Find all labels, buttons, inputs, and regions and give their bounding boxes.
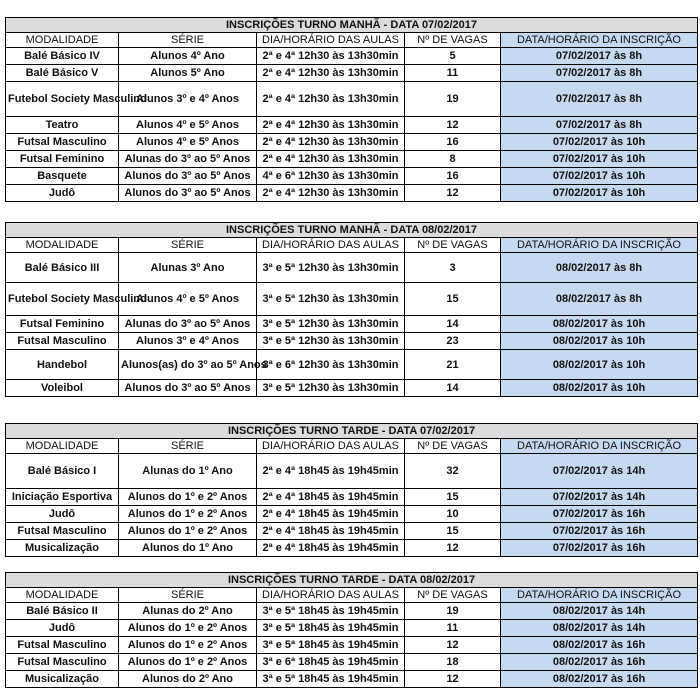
cell-inscricao: 07/02/2017 às 8h bbox=[501, 82, 698, 117]
cell-modalidade: Basquete bbox=[6, 168, 119, 185]
cell-dia-horario: 2ª e 4ª 12h30 às 13h30min bbox=[257, 48, 405, 65]
cell-vagas: 15 bbox=[405, 489, 501, 506]
cell-vagas: 14 bbox=[405, 380, 501, 397]
cell-inscricao: 07/02/2017 às 14h bbox=[501, 489, 698, 506]
table-row bbox=[6, 316, 698, 333]
cell-inscricao: 07/02/2017 às 16h bbox=[501, 540, 698, 557]
cell-dia-horario: 3ª e 6ª 12h30 às 13h30min bbox=[257, 350, 405, 380]
table-row bbox=[6, 637, 698, 654]
cell-dia-horario: 2ª e 4ª 12h30 às 13h30min bbox=[257, 82, 405, 117]
schedule-table bbox=[5, 572, 698, 688]
column-header-modalidade: MODALIDADE bbox=[6, 33, 119, 48]
cell-inscricao: 07/02/2017 às 10h bbox=[501, 134, 698, 151]
schedule-table bbox=[5, 222, 698, 397]
cell-modalidade: Balé Básico I bbox=[6, 454, 119, 489]
cell-vagas: 12 bbox=[405, 637, 501, 654]
table-title: INSCRIÇÕES TURNO TARDE - DATA 08/02/2017 bbox=[6, 573, 698, 588]
cell-inscricao: 08/02/2017 às 8h bbox=[501, 283, 698, 316]
cell-vagas: 32 bbox=[405, 454, 501, 489]
cell-vagas: 16 bbox=[405, 168, 501, 185]
cell-modalidade: Balé Básico II bbox=[6, 603, 119, 620]
cell-inscricao: 07/02/2017 às 8h bbox=[501, 117, 698, 134]
cell-serie: Alunos do 1º Ano bbox=[119, 540, 257, 557]
cell-vagas: 19 bbox=[405, 82, 501, 117]
cell-dia-horario: 2ª e 4ª 12h30 às 13h30min bbox=[257, 117, 405, 134]
cell-serie: Alunas do 3º ao 5º Anos bbox=[119, 316, 257, 333]
cell-inscricao: 08/02/2017 às 14h bbox=[501, 603, 698, 620]
cell-dia-horario: 2ª e 4ª 18h45 às 19h45min bbox=[257, 489, 405, 506]
cell-inscricao: 08/02/2017 às 8h bbox=[501, 253, 698, 283]
column-header-serie: SÉRIE bbox=[119, 238, 257, 253]
table-title: INSCRIÇÕES TURNO MANHÃ - DATA 08/02/2017 bbox=[6, 223, 698, 238]
cell-dia-horario: 2ª e 4ª 12h30 às 13h30min bbox=[257, 151, 405, 168]
cell-dia-horario: 2ª e 4ª 18h45 às 19h45min bbox=[257, 540, 405, 557]
cell-inscricao: 07/02/2017 às 16h bbox=[501, 523, 698, 540]
cell-dia-horario: 3ª e 5ª 12h30 às 13h30min bbox=[257, 283, 405, 316]
cell-modalidade: Teatro bbox=[6, 117, 119, 134]
table-title: INSCRIÇÕES TURNO MANHÃ - DATA 07/02/2017 bbox=[6, 18, 698, 33]
table-row bbox=[6, 620, 698, 637]
cell-inscricao: 07/02/2017 às 10h bbox=[501, 151, 698, 168]
cell-modalidade: Balé Básico V bbox=[6, 65, 119, 82]
column-header-inscricao: DATA/HORÁRIO DA INSCRIÇÃO bbox=[501, 33, 698, 48]
cell-vagas: 21 bbox=[405, 350, 501, 380]
cell-vagas: 10 bbox=[405, 506, 501, 523]
cell-dia-horario: 3ª e 5ª 18h45 às 19h45min bbox=[257, 671, 405, 688]
cell-dia-horario: 2ª e 4ª 18h45 às 19h45min bbox=[257, 454, 405, 489]
column-header-vagas: Nº DE VAGAS bbox=[405, 33, 501, 48]
cell-serie: Alunos do 1º e 2º Anos bbox=[119, 654, 257, 671]
cell-modalidade: Judô bbox=[6, 620, 119, 637]
cell-dia-horario: 3ª e 6ª 18h45 às 19h45min bbox=[257, 654, 405, 671]
cell-dia-horario: 3ª e 5ª 18h45 às 19h45min bbox=[257, 637, 405, 654]
column-header-dia-horario: DIA/HORÁRIO DAS AULAS bbox=[257, 33, 405, 48]
cell-inscricao: 07/02/2017 às 16h bbox=[501, 506, 698, 523]
cell-vagas: 11 bbox=[405, 65, 501, 82]
cell-vagas: 8 bbox=[405, 151, 501, 168]
cell-inscricao: 08/02/2017 às 16h bbox=[501, 671, 698, 688]
cell-dia-horario: 3ª e 5ª 12h30 às 13h30min bbox=[257, 333, 405, 350]
cell-modalidade: Futsal Masculino bbox=[6, 654, 119, 671]
table-row bbox=[6, 380, 698, 397]
cell-modalidade: Musicalização bbox=[6, 671, 119, 688]
cell-vagas: 11 bbox=[405, 620, 501, 637]
table-row bbox=[6, 654, 698, 671]
cell-serie: Alunos 5º Ano bbox=[119, 65, 257, 82]
cell-inscricao: 07/02/2017 às 14h bbox=[501, 454, 698, 489]
cell-dia-horario: 3ª e 5ª 12h30 às 13h30min bbox=[257, 316, 405, 333]
cell-serie: Alunos do 3º ao 5º Anos bbox=[119, 168, 257, 185]
table-row bbox=[6, 65, 698, 82]
table-row bbox=[6, 540, 698, 557]
cell-modalidade: Futebol Society Masculino bbox=[6, 283, 119, 316]
cell-serie: Alunos do 1º e 2º Anos bbox=[119, 506, 257, 523]
cell-serie: Alunas 3º Ano bbox=[119, 253, 257, 283]
cell-dia-horario: 2ª e 4ª 18h45 às 19h45min bbox=[257, 506, 405, 523]
column-header-vagas: Nº DE VAGAS bbox=[405, 588, 501, 603]
column-header-serie: SÉRIE bbox=[119, 33, 257, 48]
cell-inscricao: 07/02/2017 às 10h bbox=[501, 185, 698, 202]
cell-vagas: 3 bbox=[405, 253, 501, 283]
column-header-vagas: Nº DE VAGAS bbox=[405, 238, 501, 253]
cell-vagas: 12 bbox=[405, 117, 501, 134]
cell-inscricao: 08/02/2017 às 10h bbox=[501, 316, 698, 333]
cell-inscricao: 08/02/2017 às 10h bbox=[501, 380, 698, 397]
cell-serie: Alunos 4º e 5º Anos bbox=[119, 134, 257, 151]
table-row bbox=[6, 253, 698, 283]
table-row bbox=[6, 82, 698, 117]
cell-dia-horario: 3ª e 5ª 12h30 às 13h30min bbox=[257, 380, 405, 397]
cell-serie: Alunas do 1º Ano bbox=[119, 454, 257, 489]
cell-modalidade: Futsal Masculino bbox=[6, 523, 119, 540]
cell-modalidade: Voleibol bbox=[6, 380, 119, 397]
table-row bbox=[6, 671, 698, 688]
table-row bbox=[6, 523, 698, 540]
table-row bbox=[6, 185, 698, 202]
cell-vagas: 16 bbox=[405, 134, 501, 151]
cell-inscricao: 08/02/2017 às 14h bbox=[501, 620, 698, 637]
cell-dia-horario: 3ª e 5ª 12h30 às 13h30min bbox=[257, 253, 405, 283]
cell-dia-horario: 2ª e 4ª 12h30 às 13h30min bbox=[257, 134, 405, 151]
cell-vagas: 18 bbox=[405, 654, 501, 671]
table-row bbox=[6, 489, 698, 506]
cell-serie: Alunos do 3º ao 5º Anos bbox=[119, 380, 257, 397]
cell-serie: Alunos do 3º ao 5º Anos bbox=[119, 185, 257, 202]
table-row bbox=[6, 117, 698, 134]
cell-modalidade: Balé Básico III bbox=[6, 253, 119, 283]
cell-modalidade: Musicalização bbox=[6, 540, 119, 557]
cell-serie: Alunos 4º e 5º Anos bbox=[119, 117, 257, 134]
cell-vagas: 12 bbox=[405, 671, 501, 688]
cell-modalidade: Futebol Society Masculino bbox=[6, 82, 119, 117]
column-header-dia-horario: DIA/HORÁRIO DAS AULAS bbox=[257, 439, 405, 454]
cell-serie: Alunas do 3º ao 5º Anos bbox=[119, 151, 257, 168]
cell-dia-horario: 2ª e 4ª 12h30 às 13h30min bbox=[257, 65, 405, 82]
table-row bbox=[6, 134, 698, 151]
schedule-table bbox=[5, 17, 698, 202]
table-row bbox=[6, 506, 698, 523]
column-header-inscricao: DATA/HORÁRIO DA INSCRIÇÃO bbox=[501, 588, 698, 603]
cell-serie: Alunos 4º Ano bbox=[119, 48, 257, 65]
cell-vagas: 14 bbox=[405, 316, 501, 333]
table-row bbox=[6, 603, 698, 620]
cell-inscricao: 08/02/2017 às 10h bbox=[501, 333, 698, 350]
cell-dia-horario: 4ª e 6ª 12h30 às 13h30min bbox=[257, 168, 405, 185]
table-title: INSCRIÇÕES TURNO TARDE - DATA 07/02/2017 bbox=[6, 424, 698, 439]
column-header-modalidade: MODALIDADE bbox=[6, 238, 119, 253]
cell-serie: Alunos do 1º e 2º Anos bbox=[119, 637, 257, 654]
cell-vagas: 19 bbox=[405, 603, 501, 620]
column-header-serie: SÉRIE bbox=[119, 439, 257, 454]
cell-vagas: 12 bbox=[405, 540, 501, 557]
column-header-dia-horario: DIA/HORÁRIO DAS AULAS bbox=[257, 588, 405, 603]
cell-inscricao: 08/02/2017 às 16h bbox=[501, 654, 698, 671]
cell-serie: Alunos do 1º e 2º Anos bbox=[119, 523, 257, 540]
column-header-modalidade: MODALIDADE bbox=[6, 439, 119, 454]
cell-modalidade: Futsal Masculino bbox=[6, 637, 119, 654]
cell-inscricao: 07/02/2017 às 10h bbox=[501, 168, 698, 185]
cell-modalidade: Iniciação Esportiva bbox=[6, 489, 119, 506]
cell-serie: Alunos do 2º Ano bbox=[119, 671, 257, 688]
cell-vagas: 12 bbox=[405, 185, 501, 202]
cell-vagas: 23 bbox=[405, 333, 501, 350]
cell-modalidade: Handebol bbox=[6, 350, 119, 380]
schedule-table bbox=[5, 423, 698, 557]
cell-serie: Alunos 4º e 5º Anos bbox=[119, 283, 257, 316]
cell-modalidade: Futsal Masculino bbox=[6, 333, 119, 350]
column-header-inscricao: DATA/HORÁRIO DA INSCRIÇÃO bbox=[501, 238, 698, 253]
cell-serie: Alunos do 1º e 2º Anos bbox=[119, 489, 257, 506]
cell-serie: Alunos do 1º e 2º Anos bbox=[119, 620, 257, 637]
cell-modalidade: Futsal Feminino bbox=[6, 316, 119, 333]
table-row bbox=[6, 333, 698, 350]
column-header-dia-horario: DIA/HORÁRIO DAS AULAS bbox=[257, 238, 405, 253]
column-header-modalidade: MODALIDADE bbox=[6, 588, 119, 603]
cell-modalidade: Balé Básico IV bbox=[6, 48, 119, 65]
cell-inscricao: 08/02/2017 às 10h bbox=[501, 350, 698, 380]
cell-vagas: 15 bbox=[405, 523, 501, 540]
table-row bbox=[6, 151, 698, 168]
cell-modalidade: Futsal Masculino bbox=[6, 134, 119, 151]
cell-dia-horario: 3ª e 5ª 18h45 às 19h45min bbox=[257, 603, 405, 620]
table-row bbox=[6, 454, 698, 489]
cell-serie: Alunos 3º e 4º Anos bbox=[119, 82, 257, 117]
cell-vagas: 5 bbox=[405, 48, 501, 65]
cell-dia-horario: 2ª e 4ª 18h45 às 19h45min bbox=[257, 523, 405, 540]
cell-dia-horario: 2ª e 4ª 12h30 às 13h30min bbox=[257, 185, 405, 202]
table-row bbox=[6, 283, 698, 316]
cell-modalidade: Judô bbox=[6, 185, 119, 202]
column-header-inscricao: DATA/HORÁRIO DA INSCRIÇÃO bbox=[501, 439, 698, 454]
column-header-vagas: Nº DE VAGAS bbox=[405, 439, 501, 454]
table-row bbox=[6, 168, 698, 185]
cell-modalidade: Judô bbox=[6, 506, 119, 523]
cell-serie: Alunas do 2º Ano bbox=[119, 603, 257, 620]
table-row bbox=[6, 350, 698, 380]
column-header-serie: SÉRIE bbox=[119, 588, 257, 603]
cell-serie: Alunos(as) do 3º ao 5º Anos bbox=[119, 350, 257, 380]
table-row bbox=[6, 48, 698, 65]
cell-inscricao: 07/02/2017 às 8h bbox=[501, 65, 698, 82]
cell-inscricao: 07/02/2017 às 8h bbox=[501, 48, 698, 65]
cell-serie: Alunos 3º e 4º Anos bbox=[119, 333, 257, 350]
cell-dia-horario: 3ª e 5ª 18h45 às 19h45min bbox=[257, 620, 405, 637]
cell-modalidade: Futsal Feminino bbox=[6, 151, 119, 168]
cell-inscricao: 08/02/2017 às 16h bbox=[501, 637, 698, 654]
cell-vagas: 15 bbox=[405, 283, 501, 316]
